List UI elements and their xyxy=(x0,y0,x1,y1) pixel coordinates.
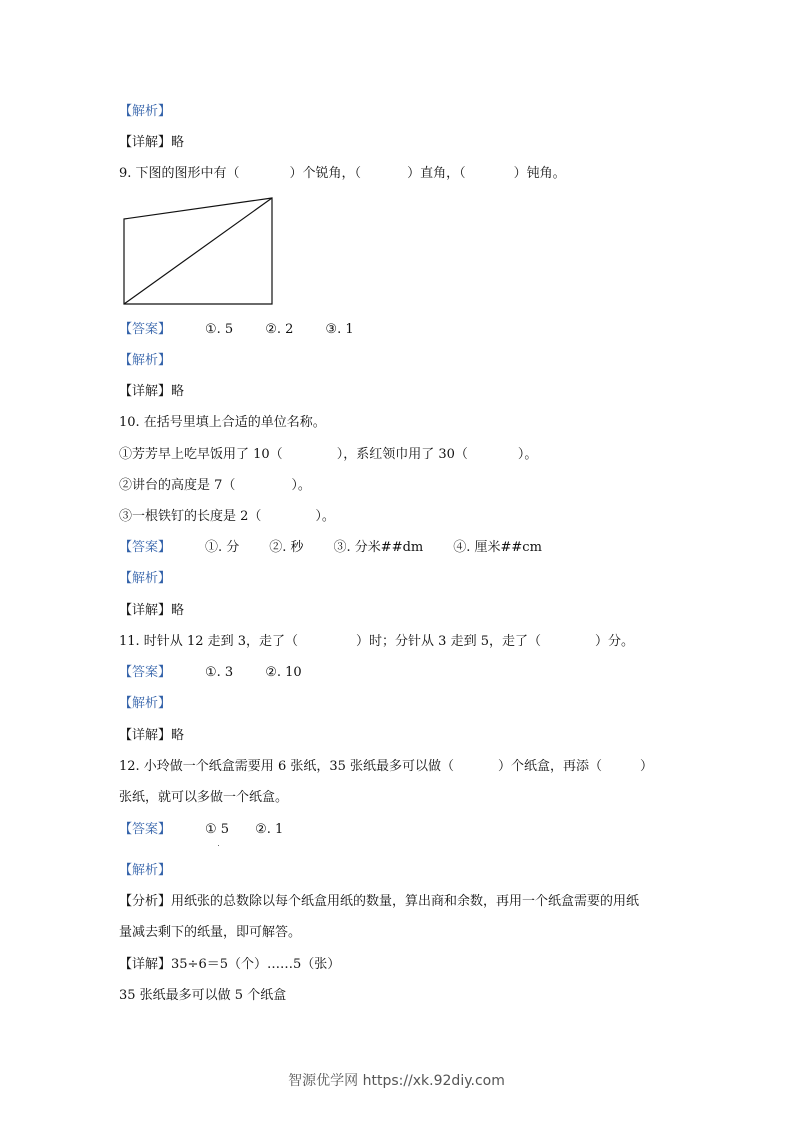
answer-12: 【答案】 ① 5 ②. 1 xyxy=(119,822,284,837)
question-10-item-3: ③一根铁钉的长度是 2（ ）。 xyxy=(119,509,335,524)
jiexi-label-10: 【解析】 xyxy=(119,571,172,586)
question-12-line-2: 张纸，就可以多做一个纸盒。 xyxy=(119,790,289,805)
stray-dot xyxy=(218,845,219,846)
fenxi-line-1: 【分析】用纸张的总数除以每个纸盒用纸的数量，算出商和余数，再用一个纸盒需要的用纸 xyxy=(119,894,640,909)
jiexi-label-top: 【解析】 xyxy=(119,104,172,119)
answer-9: 【答案】 ①. 5 ②. 2 ③. 1 xyxy=(119,322,354,337)
question-10: 10. 在括号里填上合适的单位名称。 xyxy=(119,415,326,430)
xiangjie-line-11: 【详解】略 xyxy=(119,728,185,743)
jiexi-label-11: 【解析】 xyxy=(119,696,172,711)
jiexi-label-9: 【解析】 xyxy=(119,353,172,368)
xiangjie-line-9: 【详解】略 xyxy=(119,384,185,399)
question-12: 12. 小玲做一个纸盒需要用 6 张纸，35 张纸最多可以做（ ）个纸盒，再添（ ） xyxy=(119,759,654,774)
question-10-item-2: ②讲台的高度是 7（ ）。 xyxy=(119,478,311,493)
question-11: 11. 时针从 12 走到 3，走了（ ）时；分针从 3 走到 5，走了（ ）分。 xyxy=(119,634,634,649)
footer-watermark: 智源优学网 https://xk.92diy.com xyxy=(288,1073,505,1089)
answer-11: 【答案】 ①. 3 ②. 10 xyxy=(119,665,302,680)
question-9: 9. 下图的图形中有（ ）个锐角，（ ）直角，（ ）钝角。 xyxy=(119,166,566,181)
answer-10: 【答案】 ①. 分 ②. 秒 ③. 分米##dm ④. 厘米##cm xyxy=(119,540,542,555)
rectangle-diagonal-figure xyxy=(121,196,277,308)
question-10-item-1: ①芳芳早上吃早饭用了 10（ ），系红领巾用了 30（ ）。 xyxy=(119,447,538,462)
xiangjie-line-top: 【详解】略 xyxy=(119,135,185,150)
jiexi-label-12: 【解析】 xyxy=(119,863,172,878)
fenxi-line-2: 量减去剩下的纸量，即可解答。 xyxy=(119,925,302,940)
xiangjie-line-10: 【详解】略 xyxy=(119,603,185,618)
xiangjie-line-12: 【详解】35÷6＝5（个）……5（张） xyxy=(119,957,341,972)
conclusion-line: 35 张纸最多可以做 5 个纸盒 xyxy=(119,988,287,1003)
